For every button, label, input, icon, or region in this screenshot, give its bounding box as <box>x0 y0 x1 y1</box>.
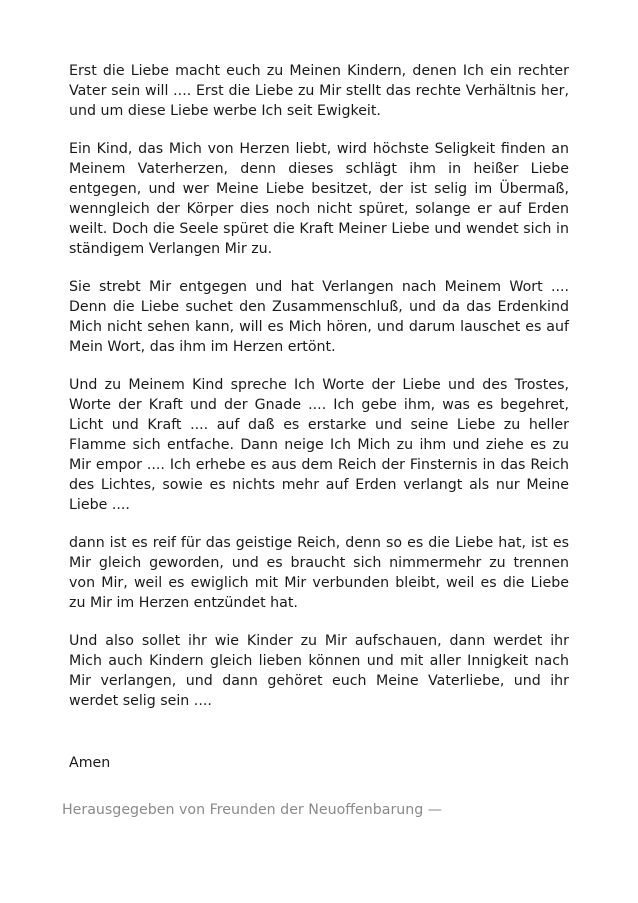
paragraph-1: Erst die Liebe macht euch zu Meinen Kindern, denen Ich ein rechter Vater sein will .... Erst die Liebe zu Mir stellt das rechte Verhältnis her, und um diese Liebe werbe Ich seit Ewigkeit. <box>69 63 569 119</box>
paragraph-5: dann ist es reif für das geistige Reich, denn so es die Liebe hat, ist es Mir gleich geworden, und es braucht sich nimmermehr zu trennen von Mir, weil es ewiglich mit Mir verbunden bleibt, weil es die Liebe zu Mir im Herzen entzündet hat. <box>69 535 569 611</box>
paragraph-6: Und also sollet ihr wie Kinder zu Mir aufschauen, dann werdet ihr Mich auch Kindern gleich lieben können und mit aller Innigkeit nach Mir verlangen, und dann gehöret euch Meine Vaterliebe, und ihr werdet selig sein .... <box>69 633 569 709</box>
paragraph-3: Sie strebt Mir entgegen und hat Verlangen nach Meinem Wort .... Denn die Liebe suchet den Zusammenschluß, und da das Erdenkind Mich nicht sehen kann, will es Mich hören, und darum lauschet es auf Mein Wort, das ihm im Herzen ertönt. <box>69 279 569 355</box>
paragraph-4: Und zu Meinem Kind spreche Ich Worte der Liebe und des Trostes, Worte der Kraft und der Gnade .... Ich gebe ihm, was es begehret, Licht und Kraft .... auf daß es erstarke und seine Liebe zu heller Flamme sich entfache. Dann neige Ich Mich zu ihm und ziehe es zu Mir empor .... Ich erhebe es aus dem Reich der Finsternis in das Reich des Lichtes, sowie es nichts mehr auf Erden verlangt als nur Meine Liebe .... <box>69 377 569 513</box>
paragraph-2: Ein Kind, das Mich von Herzen liebt, wird höchste Seligkeit finden an Meinem Vaterherzen, denn dieses schlägt ihm in heißer Liebe entgegen, und wer Meine Liebe besitzet, der ist selig im Übermaß, wenngleich der Körper dies noch nicht spüret, solange er auf Erden weilt. Doch die Seele spüret die Kraft Meiner Liebe und wendet sich in ständigem Verlangen Mir zu. <box>69 141 569 257</box>
document-body <box>69 61 569 791</box>
closing-amen: Amen <box>69 755 111 771</box>
publisher-footer: Herausgegeben von Freunden der Neuoffenbarung — <box>62 802 442 818</box>
